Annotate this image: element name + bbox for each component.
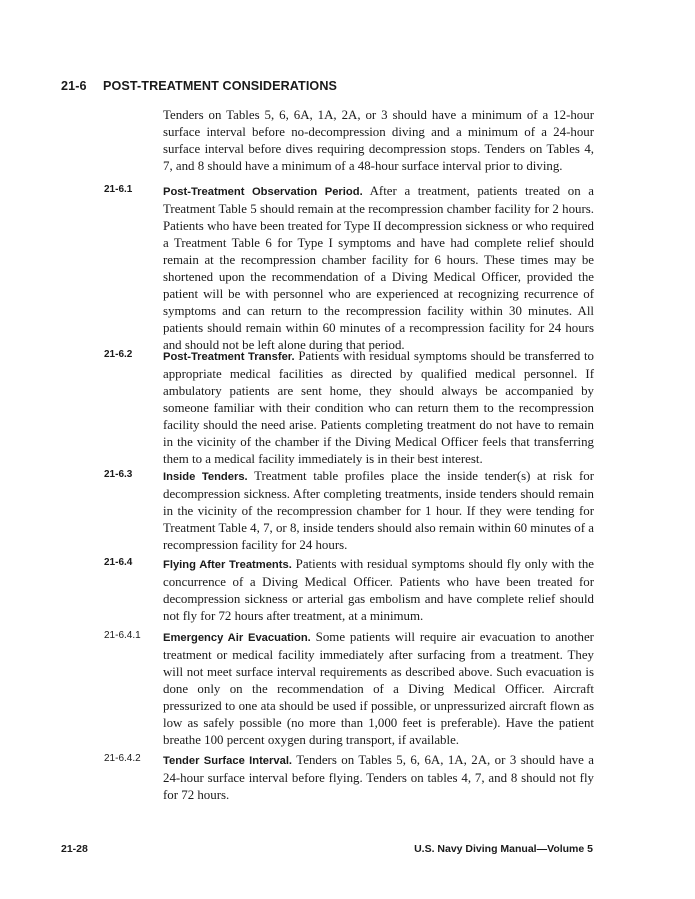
subsection-paragraph	[163, 468, 594, 554]
subsection-text: Some patients will require air evacuation to another treatment or medical facility immediately after surfacing from a treatment. They will not meet surface interval requirements as described above. Such evacuation is done only on the recommendation of a Diving Medical Officer. Aircraft pressurized to one ata should be used if possible, or unpressurized aircraft flown as low as safely possible (no more than 1,000 feet is preferable). Have the patient breathe 100 percent oxygen during transport, if available.	[163, 630, 594, 748]
subsection-21-6-4-2	[104, 752, 594, 804]
subsection-number: 21-6.4	[104, 557, 133, 568]
subsection-title: Inside Tenders.	[163, 471, 248, 483]
subsection-paragraph	[163, 348, 594, 468]
subsection-21-6-3	[104, 468, 594, 554]
subsection-paragraph	[163, 752, 594, 804]
subsection-title: Tender Surface Interval.	[163, 755, 293, 767]
subsection-text: Patients with residual symptoms should fly only with the concurrence of a Diving Medical Officer. Patients who have been treated for decompression sickness or arterial gas embolism and have complete relief should not fly for 72 hours after treatment, at a minimum.	[163, 557, 594, 624]
subsection-21-6-4	[104, 556, 594, 625]
subsection-text: Patients with residual symptoms should be transferred to appropriate medical facilities as directed by qualified medical personnel. If ambulatory patients are sent home, they should always be accompanied by someone familiar with their condition who can return them to the recompression facility should the need arise. Patients completing treatment do not have to remain in the vicinity of the chamber if the Diving Medical Officer feels that transferring them to a medical facility immediately is in their best interest.	[163, 349, 594, 467]
subsection-21-6-4-1	[104, 629, 594, 749]
subsection-title: Post-Treatment Observation Period.	[163, 186, 363, 198]
subsection-21-6-1	[104, 183, 594, 354]
footer-book-title: U.S. Navy Diving Manual—Volume 5	[414, 843, 593, 855]
subsection-number: 21-6.4.1	[104, 630, 141, 641]
subsection-number: 21-6.3	[104, 469, 133, 480]
section-number: 21-6	[61, 79, 87, 93]
subsection-paragraph	[163, 183, 594, 354]
section-heading	[61, 79, 337, 93]
subsection-21-6-2	[104, 348, 594, 468]
subsection-text: Tenders on Tables 5, 6, 6A, 1A, 2A, or 3 should have a 24-hour surface interval before flying. Tenders on tables 4, 7, and 8 should not fly for 72 hours.	[163, 753, 594, 803]
section-title: POST-TREATMENT CONSIDERATIONS	[103, 79, 338, 93]
subsection-number: 21-6.1	[104, 184, 133, 195]
subsection-title: Post-Treatment Transfer.	[163, 351, 295, 363]
subsection-paragraph	[163, 629, 594, 749]
subsection-title: Flying After Treatments.	[163, 559, 292, 571]
subsection-text: Treatment table profiles place the inside tender(s) at risk for decompression sickness. After completing treatments, inside tenders should remain in the vicinity of the recompression chamber for 1 hour. If they were tending for Treatment Table 4, 7, or 8, inside tenders should also remain within 60 minutes of a recompression facility for 24 hours.	[163, 469, 595, 553]
subsection-number: 21-6.4.2	[104, 753, 141, 764]
subsection-text: After a treatment, patients treated on a Treatment Table 5 should remain at the recompression chamber facility for 2 hours. Patients who have been treated for Type II decompression sickness or who required a Treatment Table 6 for Type I symptoms and have had complete relief should remain at the recompression chamber facility for 6 hours. These times may be shortened upon the recommendation of a Diving Medical Officer, provided the patient will be with personnel who are experienced at recognizing recurrence of symptoms and can return to the recompression facility within 30 minutes. All patients should remain within 60 minutes of a recompression facility for 24 hours and should not be left alone during that period.	[163, 184, 594, 353]
subsection-title: Emergency Air Evacuation.	[163, 632, 311, 644]
intro-paragraph: Tenders on Tables 5, 6, 6A, 1A, 2A, or 3 should have a minimum of a 12-hour surface interval before no-decompression diving and a minimum of a 24-hour surface interval before dives requiring decompression stops. Tenders on Tables 4, 7, and 8 should have a minimum of a 48-hour surface interval prior to diving.	[163, 108, 594, 174]
footer-page-number: 21-28	[61, 843, 88, 855]
subsection-number: 21-6.2	[104, 349, 133, 360]
section-intro	[104, 107, 594, 175]
subsection-paragraph	[163, 556, 594, 625]
